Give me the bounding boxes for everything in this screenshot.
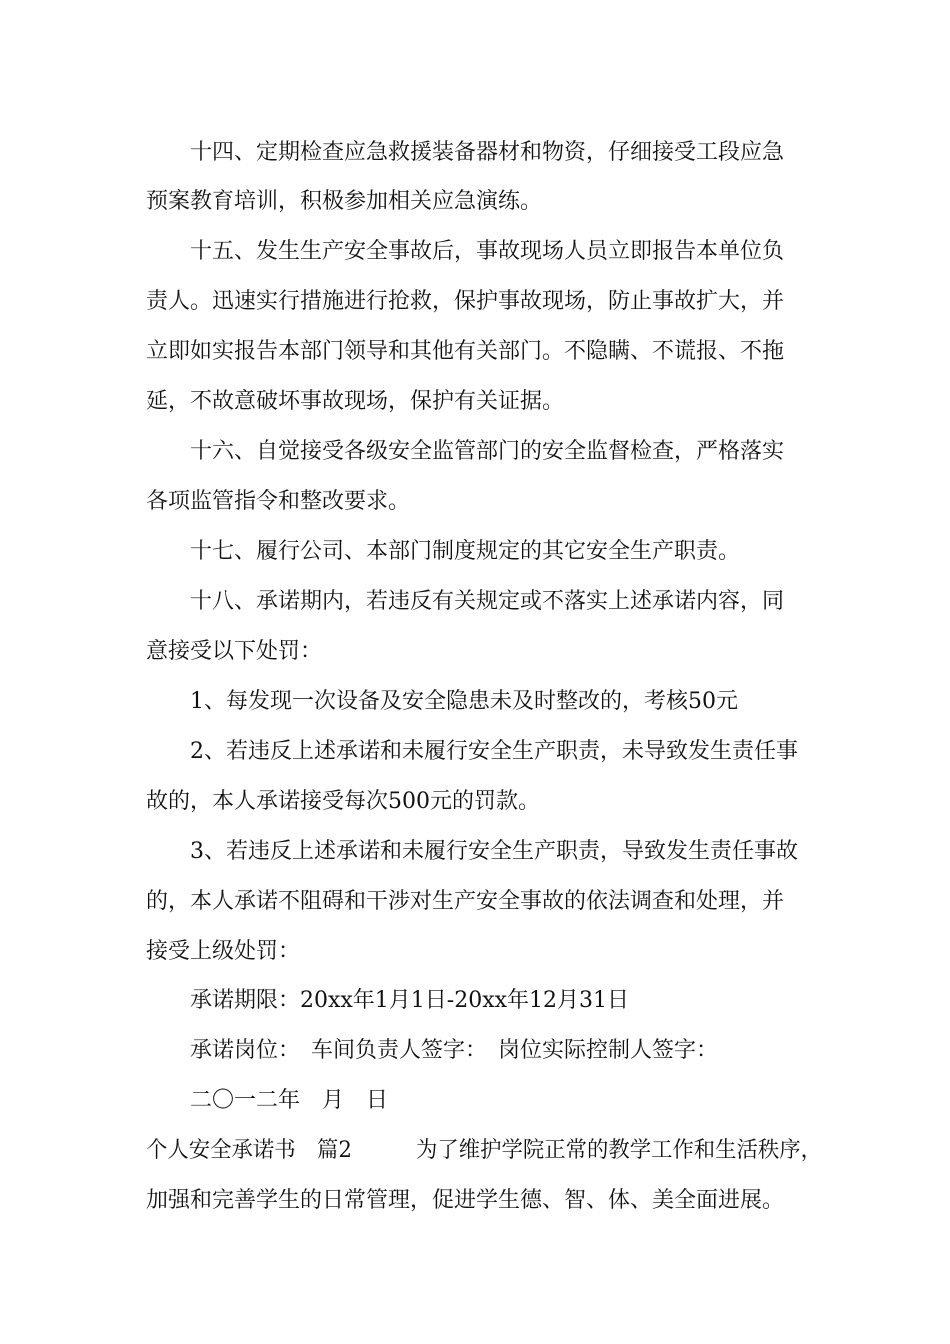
text-line-5: 立即如实报告本部门领导和其他有关部门。不隐瞒、不谎报、不拖: [146, 339, 785, 364]
text-line-10: 十八、承诺期内，若违反有关规定或不落实上述承诺内容，同: [146, 589, 785, 614]
text-line-14: 故的，本人承诺接受每次500元的罚款。: [146, 789, 540, 814]
text-line-3: 十五、发生生产安全事故后，事故现场人员立即报告本单位负: [146, 239, 785, 264]
text-line-8: 各项监管指令和整改要求。: [146, 489, 411, 514]
text-line-17: 接受上级处罚：: [146, 939, 301, 964]
text-line-21: 个人安全承诺书 篇2 为了维护学院正常的教学工作和生活秩序，: [146, 1138, 823, 1163]
text-line-4: 责人。迅速实行措施进行抢救，保护事故现场，防止事故扩大，并: [146, 289, 785, 314]
text-line-19: 承诺岗位： 车间负责人签字： 岗位实际控制人签字：: [146, 1038, 719, 1063]
text-line-16: 的，本人承诺不阻碍和干涉对生产安全事故的依法调查和处理，并: [146, 889, 785, 914]
text-line-22: 加强和完善学生的日常管理，促进学生德、智、体、美全面进展。: [146, 1188, 785, 1213]
text-line-1: 十四、定期检查应急救援装备器材和物资，仔细接受工段应急: [146, 140, 785, 165]
text-line-12: 1、每发现一次设备及安全隐患未及时整改的，考核50元: [146, 689, 738, 714]
text-line-9: 十七、履行公司、本部门制度规定的其它安全生产职责。: [146, 539, 741, 564]
text-line-20: 二〇一二年 月 日: [146, 1088, 389, 1113]
text-line-6: 延，不故意破坏事故现场，保护有关证据。: [146, 389, 565, 414]
text-line-2: 预案教育培训，积极参加相关应急演练。: [146, 189, 543, 214]
text-line-18: 承诺期限：20xx年1月1日-20xx年12月31日: [146, 988, 630, 1013]
text-line-15: 3、若违反上述承诺和未履行安全生产职责，导致发生责任事故: [146, 839, 798, 864]
text-line-7: 十六、自觉接受各级安全监管部门的安全监督检查，严格落实: [146, 439, 785, 464]
text-line-11: 意接受以下处罚：: [146, 639, 323, 664]
text-line-13: 2、若违反上述承诺和未履行安全生产职责，未导致发生责任事: [146, 739, 798, 764]
